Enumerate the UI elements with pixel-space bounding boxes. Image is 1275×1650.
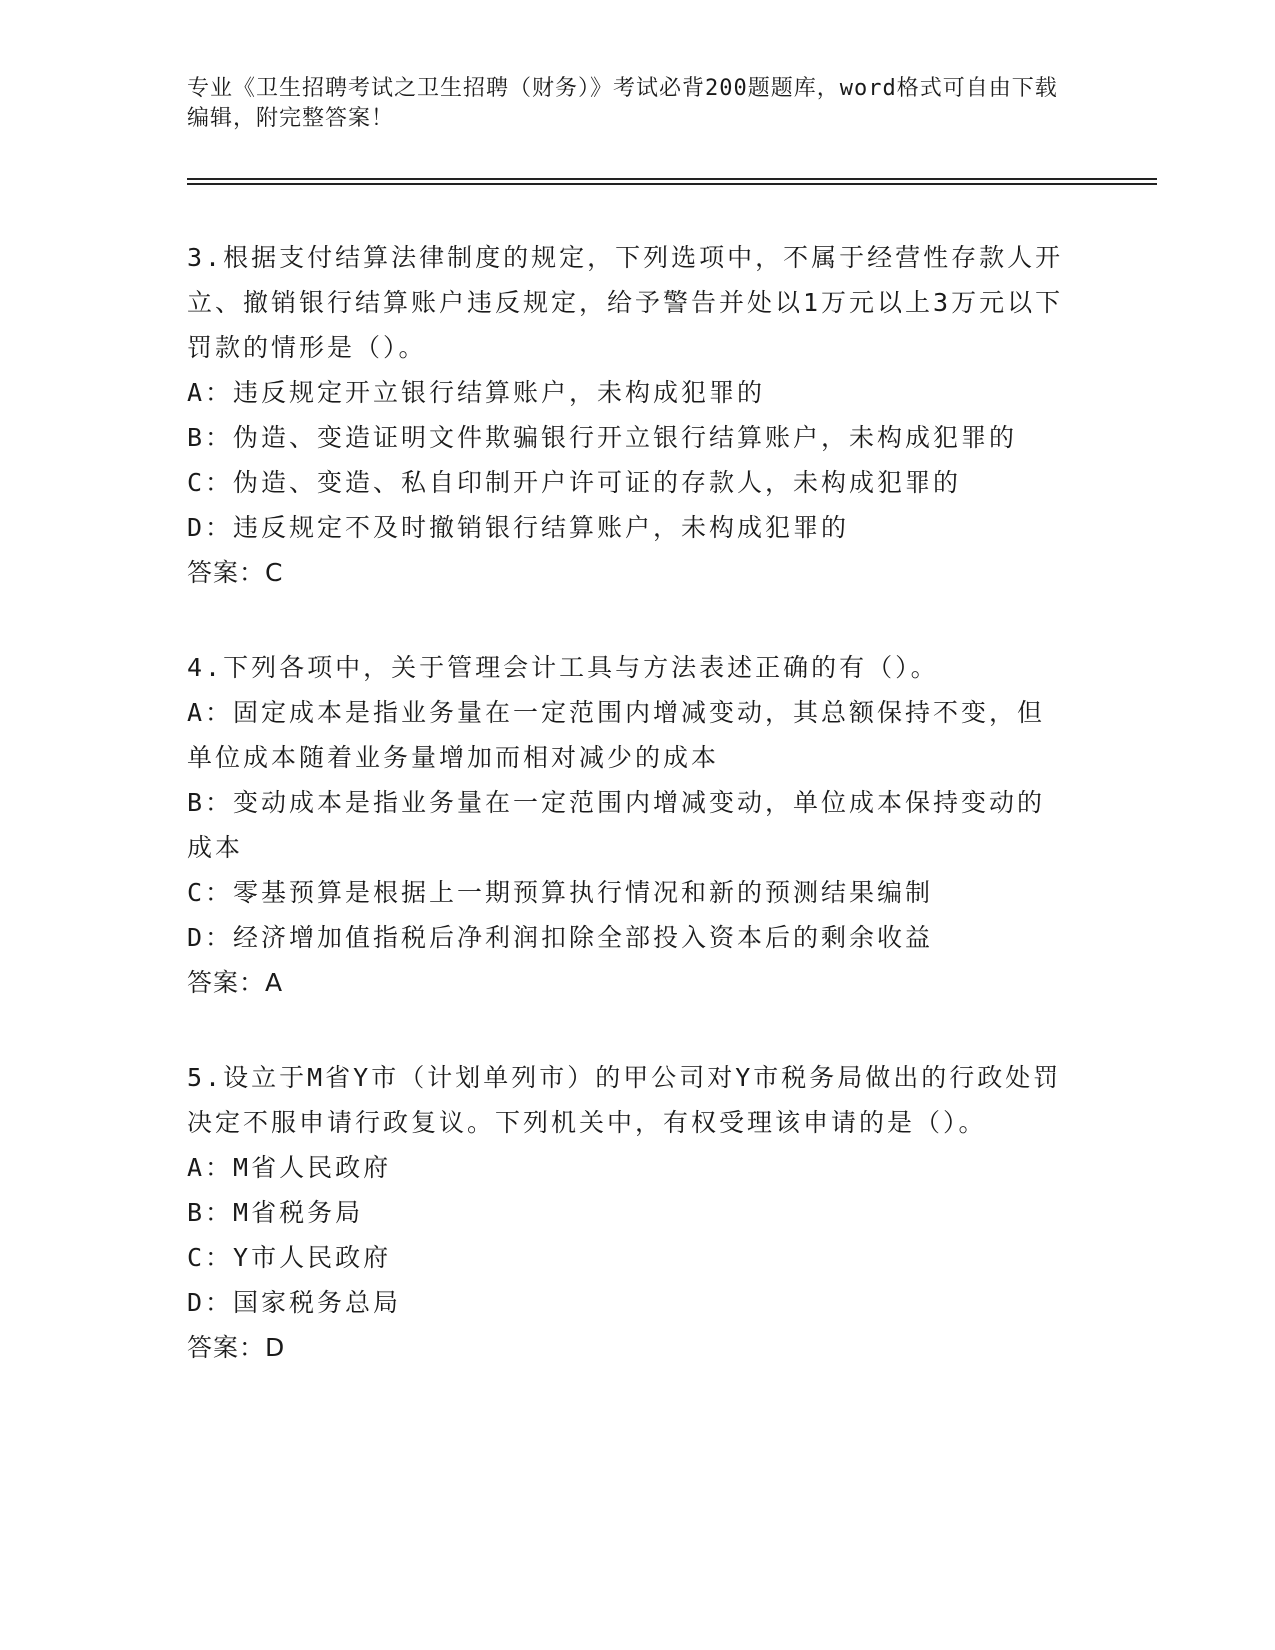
option-c: C：零基预算是根据上一期预算执行情况和新的预测结果编制 xyxy=(187,878,934,907)
question-stem: 3.根据支付结算法律制度的规定，下列选项中，不属于经营性存款人开立、撤销银行结算账户违反规定，给予警告并处以1万元以上3万元以下罚款的情形是（）。 xyxy=(187,243,1064,362)
option-a: A：违反规定开立银行结算账户，未构成犯罪的 xyxy=(187,378,766,407)
document-header: 专业《卫生招聘考试之卫生招聘（财务）》考试必背200题题库，word格式可自由下载编辑，附完整答案！ xyxy=(187,76,1058,131)
option-a: A：固定成本是指业务量在一定范围内增减变动，其总额保持不变，但单位成本随着业务量增加而相对减少的成本 xyxy=(187,698,1046,772)
answer-line: 答案：A xyxy=(187,968,284,997)
option-a: A：M省人民政府 xyxy=(187,1153,392,1182)
answer-line: 答案：C xyxy=(187,558,284,587)
header-divider-top xyxy=(187,178,1157,180)
option-b: B：变动成本是指业务量在一定范围内增减变动，单位成本保持变动的成本 xyxy=(187,788,1046,862)
option-b: B：M省税务局 xyxy=(187,1198,364,1227)
option-c: C：Y市人民政府 xyxy=(187,1243,392,1272)
option-d: D：经济增加值指税后净利润扣除全部投入资本后的剩余收益 xyxy=(187,923,934,952)
option-d: D：国家税务总局 xyxy=(187,1288,402,1317)
question-block xyxy=(187,645,1067,1005)
question-stem: 4.下列各项中，关于管理会计工具与方法表述正确的有（）。 xyxy=(187,653,939,682)
answer-line: 答案：D xyxy=(187,1333,286,1362)
question-block xyxy=(187,1055,1067,1370)
question-block xyxy=(187,235,1067,595)
option-c: C：伪造、变造、私自印制开户许可证的存款人，未构成犯罪的 xyxy=(187,468,962,497)
question-stem: 5.设立于M省Y市（计划单列市）的甲公司对Y市税务局做出的行政处罚决定不服申请行政复议。下列机关中，有权受理该申请的是（）。 xyxy=(187,1063,1062,1137)
header-divider-bottom xyxy=(187,183,1157,185)
option-b: B：伪造、变造证明文件欺骗银行开立银行结算账户，未构成犯罪的 xyxy=(187,423,1018,452)
option-d: D：违反规定不及时撤销银行结算账户，未构成犯罪的 xyxy=(187,513,850,542)
